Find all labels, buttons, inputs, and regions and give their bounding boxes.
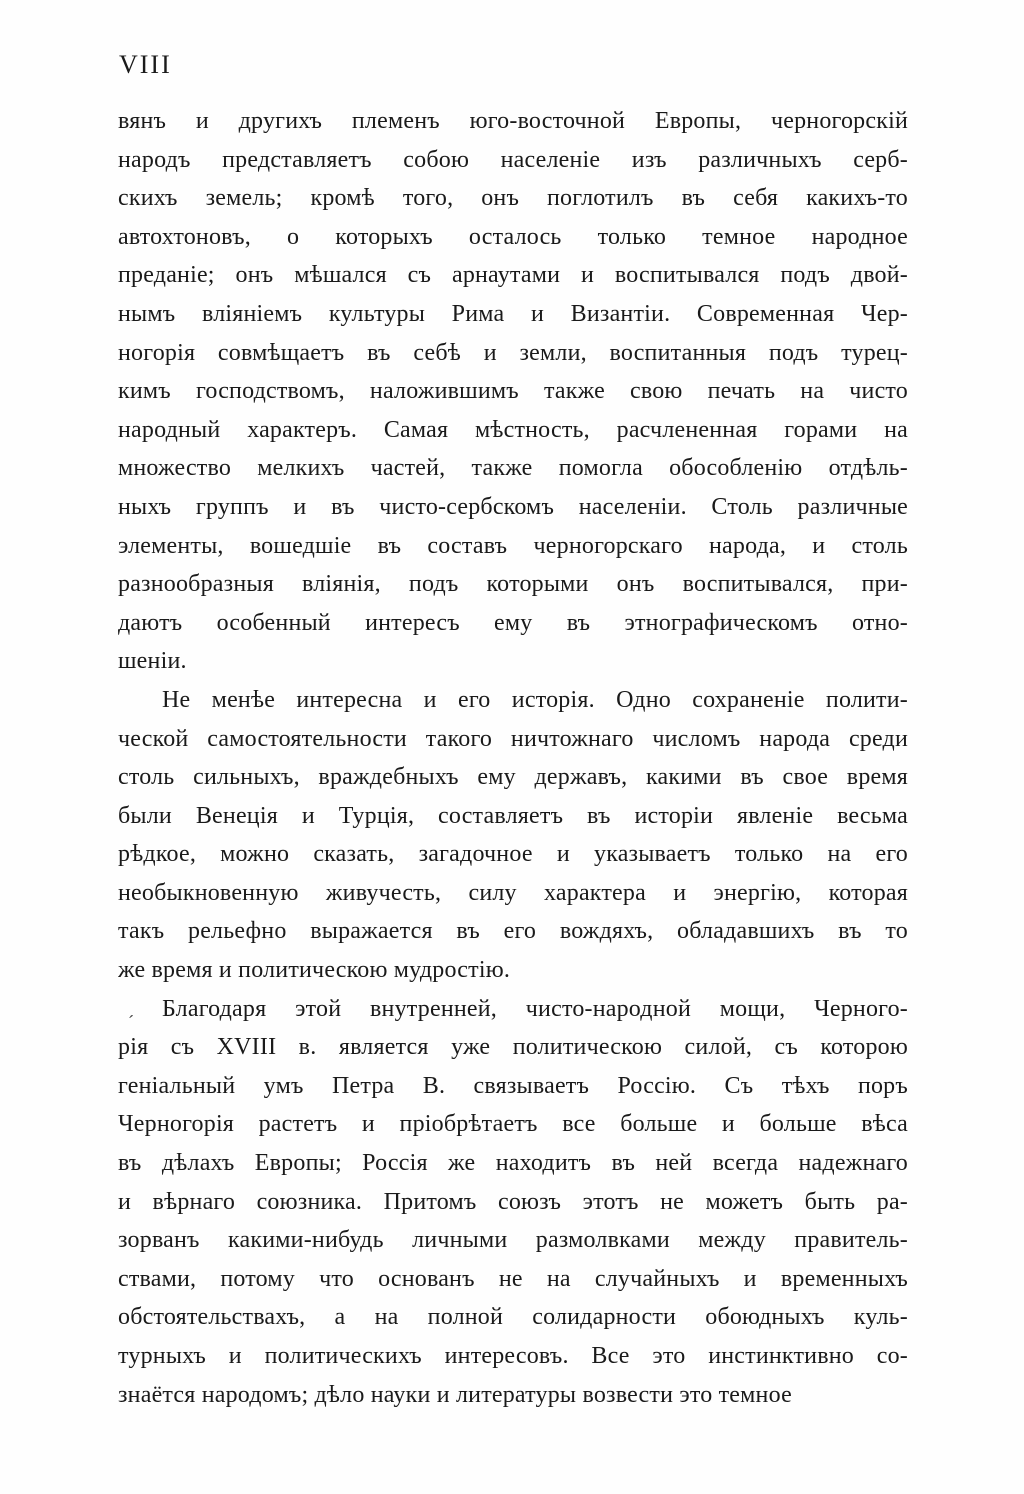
text-line: народный характеръ. Самая мѣстность, расчлененная горами на bbox=[118, 416, 908, 443]
text-line: нымъ вліяніемъ культуры Рима и Византіи. Современная Чер- bbox=[118, 300, 908, 327]
text-line: рѣдкое, можно сказать, загадочное и указываетъ только на его bbox=[118, 841, 908, 868]
text-line: ногорія совмѣщаетъ въ себѣ и земли, воспитанныя подъ турец- bbox=[118, 339, 908, 366]
text-line: турныхъ и политическихъ интересовъ. Все это инстинктивно со- bbox=[118, 1343, 908, 1369]
text-line: автохтоновъ, о которыхъ осталось только темное народное bbox=[118, 223, 908, 250]
text-line: Не менѣе интересна и его исторія. Одно сохраненіе полити- bbox=[162, 686, 908, 713]
text-line: даютъ особенный интересъ ему въ этнографическомъ отно- bbox=[118, 609, 908, 636]
text-line: преданіе; онъ мѣшался съ арнаутами и воспитывался подъ двой- bbox=[118, 262, 908, 289]
text-line: необыкновенную живучесть, силу характера и энергію, которая bbox=[118, 879, 908, 906]
text-line: множество мелкихъ частей, также помогла обособленію отдѣль- bbox=[118, 455, 908, 482]
text-line: рія съ XVIII в. является уже политическою силой, съ которою bbox=[118, 1034, 908, 1061]
text-line: обстоятельствахъ, а на полной солидарности обоюдныхъ куль- bbox=[118, 1304, 908, 1331]
text-line: ческой самостоятельности такого ничтожнаго числомъ народа среди bbox=[118, 725, 908, 752]
text-line: зорванъ какими-нибудь личными размолвками между правитель- bbox=[118, 1227, 908, 1254]
text-line: такъ рельефно выражается въ его вождяхъ, обладавшихъ въ то bbox=[118, 918, 908, 945]
text-line: геніальный умъ Петра В. связываетъ Россію. Съ тѣхъ поръ bbox=[118, 1072, 908, 1099]
text-line: знаётся народомъ; дѣло науки и литературы возвести это темное bbox=[118, 1381, 792, 1408]
page-number: VIII bbox=[119, 50, 172, 79]
paragraph bbox=[118, 681, 908, 990]
text-line: элементы, вошедшіе въ составъ черногорскаго народа, и столь bbox=[118, 532, 908, 559]
text-line: вянъ и другихъ племенъ юго-восточной Европы, черногорскій bbox=[118, 108, 908, 134]
paragraph bbox=[118, 990, 908, 1415]
text-line: же время и политическою мудростію. bbox=[118, 957, 511, 984]
text-line: народъ представляетъ собою населеніе изъ различныхъ серб- bbox=[118, 146, 908, 173]
text-line: Благодаря этой внутренней, чисто-народной мощи, Черного- bbox=[162, 995, 908, 1022]
text-line: были Венеція и Турція, составляетъ въ исторіи явленіе весьма bbox=[118, 802, 908, 829]
text-line: кимъ господствомъ, наложившимъ также свою печать на чисто bbox=[118, 378, 908, 405]
paragraph bbox=[118, 102, 908, 681]
text-line: разнообразныя вліянія, подъ которыми онъ воспитывался, при- bbox=[118, 571, 908, 598]
print-artifact-mark: ˊ bbox=[128, 1012, 134, 1032]
text-line: столь сильныхъ, враждебныхъ ему державъ, какими въ свое время bbox=[118, 764, 908, 791]
page-text bbox=[118, 102, 908, 1414]
text-line: шеніи. bbox=[118, 648, 187, 675]
text-line: въ дѣлахъ Европы; Россія же находитъ въ ней всегда надежнаго bbox=[118, 1150, 908, 1177]
text-line: Черногорія растетъ и пріобрѣтаетъ все больше и больше вѣса bbox=[118, 1111, 908, 1138]
text-line: и вѣрнаго союзника. Притомъ союзъ этотъ не можетъ быть ра- bbox=[118, 1188, 908, 1215]
text-line: скихъ земель; кромѣ того, онъ поглотилъ въ себя какихъ-то bbox=[118, 185, 908, 212]
text-line: ствами, потому что основанъ не на случайныхъ и временныхъ bbox=[118, 1265, 908, 1292]
text-line: ныхъ группъ и въ чисто-сербскомъ населеніи. Столь различные bbox=[118, 493, 908, 520]
